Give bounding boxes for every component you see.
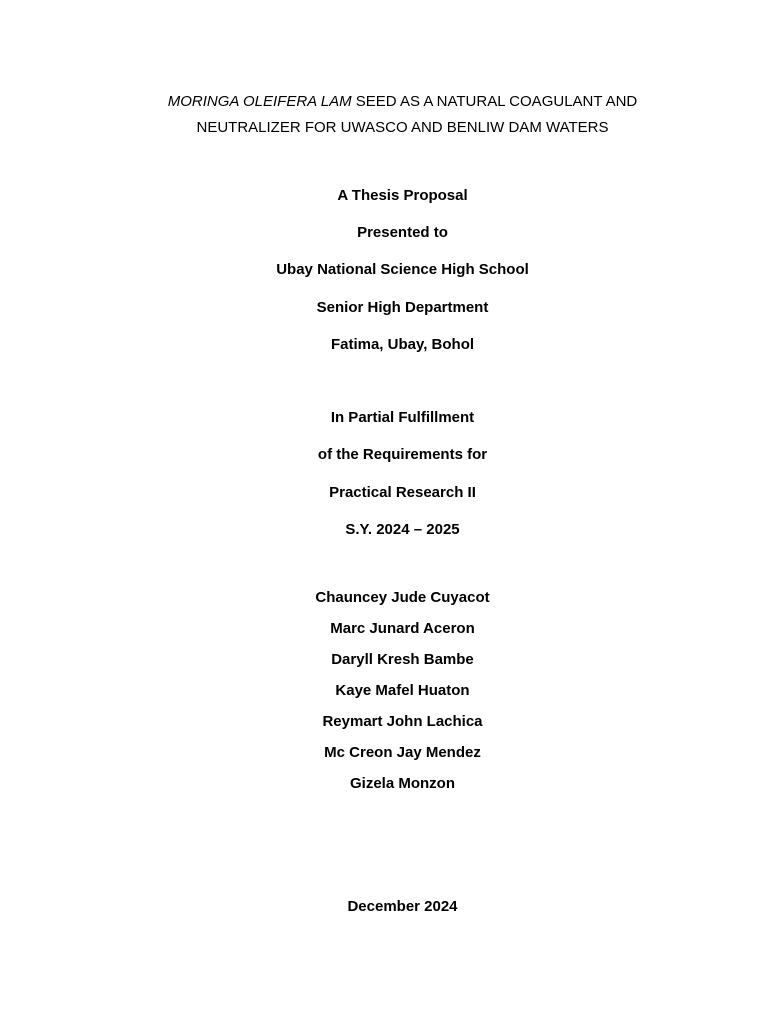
- fulfillment-line-1: In Partial Fulfillment: [330, 409, 475, 426]
- course-name: Practical Research II: [329, 484, 476, 501]
- school-address: Fatima, Ubay, Bohol: [330, 336, 475, 353]
- thesis-title: [0, 89, 768, 141]
- thesis-title-line-2: NEUTRALIZER FOR UWASCO AND BENLIW DAM WATERS: [196, 119, 609, 136]
- school-name: Ubay National Science High School: [276, 261, 529, 278]
- thesis-title-line-1: [0, 89, 768, 115]
- author-name: Chauncey Jude Cuyacot: [315, 589, 490, 606]
- proposal-type: A Thesis Proposal: [337, 187, 468, 204]
- author-name: Gizela Monzon: [350, 775, 455, 792]
- school-year: S.Y. 2024 – 2025: [345, 521, 460, 538]
- department-name: Senior High Department: [316, 299, 489, 316]
- author-name: Reymart John Lachica: [322, 713, 483, 730]
- author-name: Kaye Mafel Huaton: [335, 682, 470, 699]
- presented-to: Presented to: [357, 224, 448, 241]
- submission-date: December 2024: [347, 898, 458, 915]
- thesis-title-italic: MORINGA OLEIFERA LAM: [167, 93, 352, 110]
- fulfillment-line-2: of the Requirements for: [317, 446, 488, 463]
- thesis-title-line-1-rest: SEED AS A NATURAL COAGULANT AND: [351, 93, 638, 110]
- author-name: Daryll Kresh Bambe: [331, 651, 474, 668]
- author-name: Marc Junard Aceron: [330, 620, 475, 637]
- author-name: Mc Creon Jay Mendez: [324, 744, 481, 761]
